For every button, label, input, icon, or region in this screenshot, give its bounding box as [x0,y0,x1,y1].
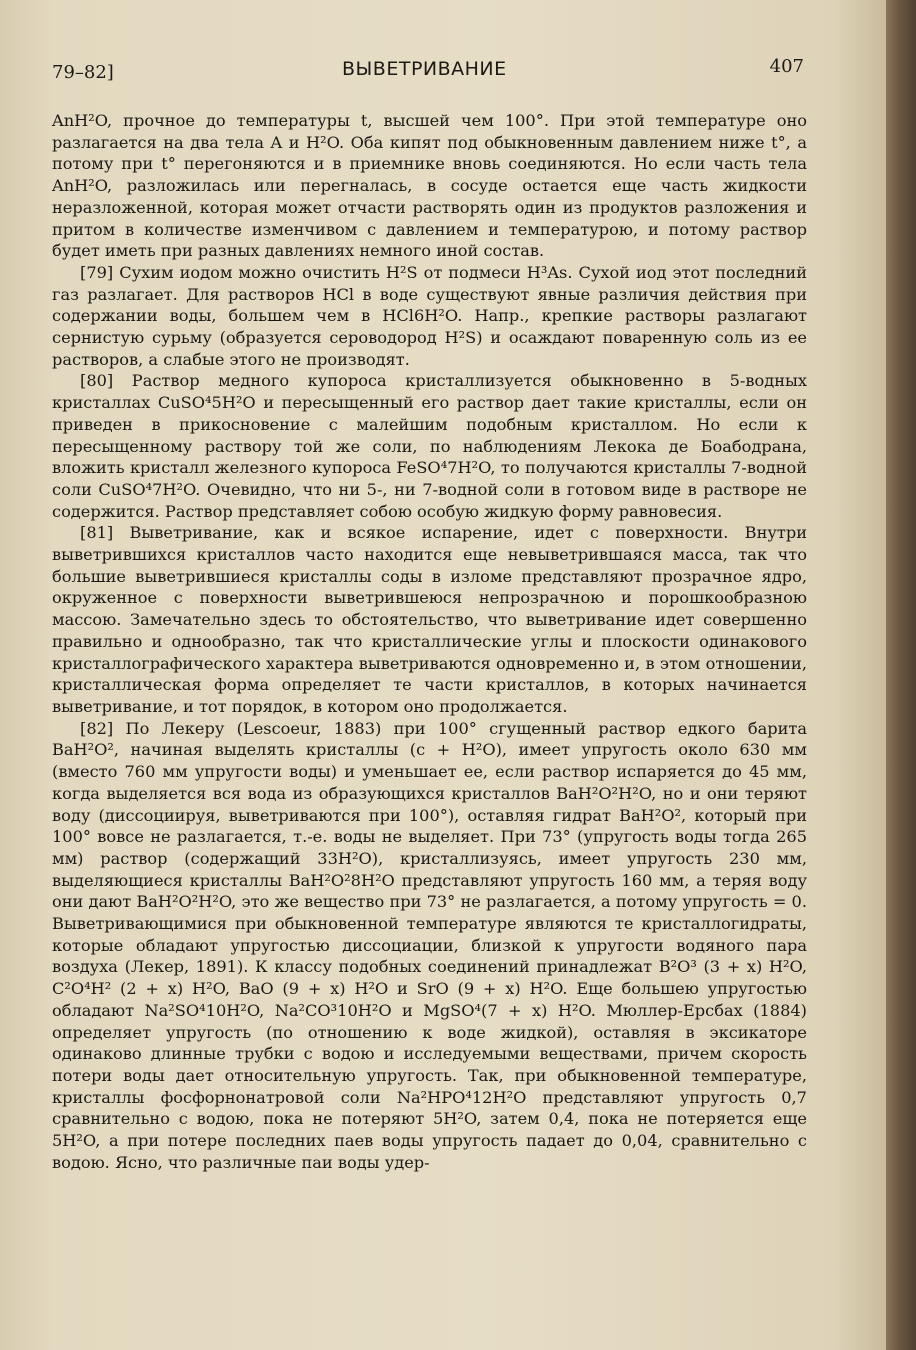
note-range: 79–82] [52,62,114,83]
note-82: [82] По Лекеру (Lescoeur, 1883) при 100° сгущенный раствор едкого барита BaH²O², начиная выделять кристаллы (c + H²O), имеет упругость около 630 мм (вместо 760 мм упругости воды) и уменьшает ее, если раствор испаряется до 45 мм, когда выделяется вся вода из образующихся кристаллов BaH²O²H²O, но и они теряют воду (диссоциируя, выветриваются при 100°), оставляя гидрат BaH²O², который при 100° вовсе не разлагается, т.-е. воды не выделяет. При 73° (упругость воды тогда 265 мм) раствор (содержащий 33H²O), кристаллизуясь, имеет упругость 230 мм, выделяющиеся кристаллы BaH²O²8H²O представляют упругость 160 мм, а теряя воду они дают BaH²O²H²O, это же вещество при 73° не разлагается, а потому упругость = 0. Выветривающимися при обыкновенной температуре являются те кристаллогидраты, которые обладают упругостью диссоциации, близкой к упругости водяного пара воздуха (Лекер, 1891). К классу подобных соединений принадлежат B²O³ (3 + x) H²O, C²O⁴H² (2 + x) H²O, BaO (9 + x) H²O и SrO (9 + x) H²O. Еще большею упругостью обладают Na²SO⁴10H²O, Na²CO³10H²O и MgSO⁴(7 + x) H²O. Мюллер-Ерсбах (1884) определяет упругость (по отношению к воде жидкой), оставляя в эксикаторе одинаково длинные трубки с водою и исследуемыми веществами, причем скорость потери воды дает относительную упругость. Так, при обыкновенной температуре, кристаллы фосфорнонатровой соли Na²HPO⁴12H²O представляют упругость 0,7 сравнительно с водою, пока не потеряют 5H²O, затем 0,4, пока не потеряется еще 5H²O, а при потере последних паев воды упругость падает до 0,04, сравнительно с водою. Ясно, что различные паи воды удер- [52,718,807,1172]
note-80: [80] Раствор медного купороса кристаллизуется обыкновенно в 5-водных кристаллах CuSO⁴5H²O и пересыщенный его раствор дает такие кристаллы, если он приведен в прикосновение с малейшим подобным кристаллом. Но если к пересыщенному раствору той же соли, по наблюдениям Лекока де Боабодрана, вложить кристалл железного купороса FeSO⁴7H²O, то получаются кристаллы 7-водной соли CuSO⁴7H²O. Очевидно, что ни 5-, ни 7-водной соли в готовом виде в растворе не содержится. Раствор представляет собою особую жидкую форму равновесия. [52,371,807,521]
running-title: ВЫВЕТРИВАНИЕ [342,58,507,80]
page-body [52,110,807,1173]
paragraph-continuation: AnH²O, прочное до температуры t, высшей чем 100°. При этой температуре оно разлагается на два тела A и H²O. Оба кипят под обыкновенным давлением ниже t°, а потому при t° перегоняются и в приемнике вновь соединяются. Но если часть тела AnH²O, разложилась или перегналась, в сосуде остается еще часть жидкости неразложенной, которая может отчасти растворять один из продуктов разложения и притом в количестве изменчивом с давлением и температурою, и потому раствор будет иметь при разных давлениях немного иной состав. [52,111,807,261]
page-header [52,56,804,92]
note-79: [79] Сухим иодом можно очистить H²S от подмеси H³As. Сухой иод этот последний газ разлагает. Для растворов HCl в воде существуют явные различия действия при содержании воды, большем чем в HCl6H²O. Напр., крепкие растворы разлагают сернистую сурьму (образуется сероводород H²S) и осаждают поваренную соль из ее растворов, а слабые этого не производят. [52,262,807,369]
book-binding-edge [886,0,916,1350]
page-number: 407 [769,56,804,77]
note-81: [81] Выветривание, как и всякое испарение, идет с поверхности. Внутри выветрившихся кристаллов часто находится еще невыветрившаяся масса, так что большие выветрившиеся кристаллы соды в изломе представляют прозрачное ядро, окруженное с поверхности выветрившеюся непрозрачною и порошкообразною массою. Замечательно здесь то обстоятельство, что выветривание идет совершенно правильно и однообразно, так что кристаллические углы и плоскости одинакового кристаллографического характера выветриваются одновременно и, в этом отношении, кристаллическая форма определяет те части кристаллов, в которых начинается выветривание, и тот порядок, в котором оно продолжается. [52,523,807,716]
